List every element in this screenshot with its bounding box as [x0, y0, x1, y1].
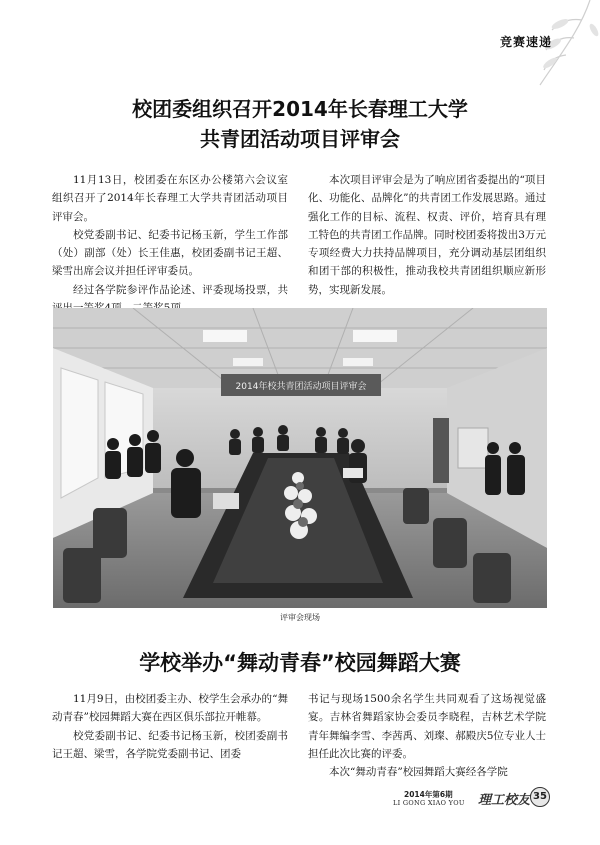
photo-banner-text: 2014年校共青团活动项目评审会 — [235, 382, 367, 392]
article2-title: 学校举办“舞动青春”校园舞蹈大赛 — [139, 651, 461, 675]
paragraph: 书记与现场1500余名学生共同观看了这场视觉盛宴。吉林省舞蹈家协会委员李晓程，吉林艺术学院青年舞编李雪、李茜禹、刘璨、郝殿庆5位专业人士担任此次比赛的评委。 — [308, 693, 546, 760]
article-title-line1: 校团委组织召开2014年长春理工大学 — [132, 97, 468, 121]
section-tag: 竞赛速递 — [499, 35, 552, 49]
article-title-line2: 共青团活动项目评审会 — [200, 127, 400, 151]
magazine-pinyin: LI GONG XIAO YOU — [393, 799, 465, 807]
paragraph: 校党委副书记、纪委书记杨玉新，学生工作部（处）副部（处）长王佳惠，校团委副书记王超、梁雪出席会议并担任评审委员。 — [52, 228, 288, 278]
paragraph: 校党委副书记、纪委书记杨玉新，校团委副书记王超、梁雪，各学院党委副书记、团委 — [52, 729, 288, 760]
article1-column-left — [52, 171, 288, 317]
paragraph: 11月13日，校团委在东区办公楼第六会议室组织召开了2014年长春理工大学共青团活动项目评审会。 — [52, 174, 288, 223]
article1-column-right — [308, 171, 546, 299]
magazine-name: 理工校友 — [478, 793, 531, 808]
page-number: 35 — [530, 787, 550, 807]
photo-caption: 评审会现场 — [280, 613, 320, 622]
meeting-photo — [53, 308, 547, 608]
paragraph: 11月9日，由校团委主办、校学生会承办的“舞动青春”校园舞蹈大赛在西区俱乐部拉开帷幕。 — [52, 693, 288, 724]
paragraph: 本次项目评审会是为了响应团省委提出的“项目化、功能化、品牌化”的共青团工作发展思路。通过强化工作的目标、流程、权责、评价，培育具有理工特色的共青团工作品牌。同时校团委将拨出3万元专项经费大力扶持品牌项目，充分调动基层团组织和团干部的积极性，推动我校共青团组织顺应新形势，实现新发展。 — [308, 174, 546, 296]
paragraph: 本次“舞动青春”校园舞蹈大赛经各学院 — [329, 766, 508, 779]
article2-column-right — [308, 690, 546, 781]
issue-label: 2014年第6期 — [404, 790, 453, 799]
paragraph: 经过各学院参评作品论述、评委现场投票，共 — [73, 283, 288, 296]
article2-column-left — [52, 690, 288, 763]
